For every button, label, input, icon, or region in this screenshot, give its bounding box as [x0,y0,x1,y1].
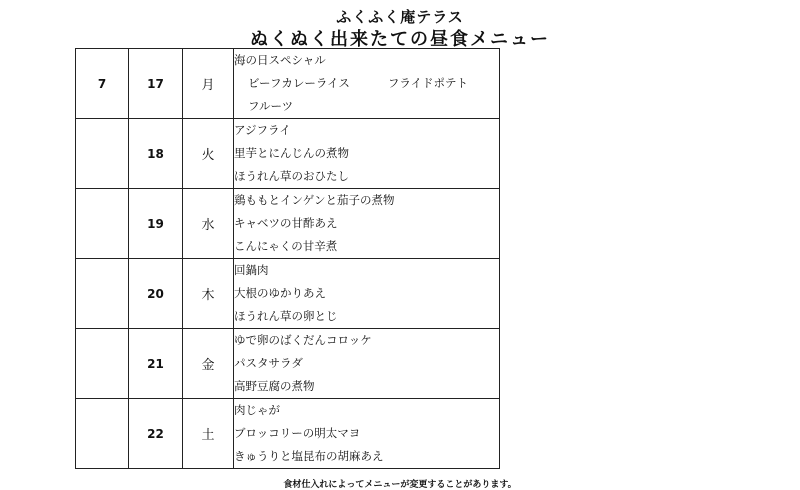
dish-name: ブロッコリーの明太マヨ [234,426,361,440]
day-cell: 22 [129,399,183,469]
restaurant-title: ふくふく庵テラス [336,8,464,26]
dish-name: ほうれん草のおひたし [234,169,349,183]
month-cell [76,189,129,259]
menu-row-22 [76,399,500,469]
dish-line [234,422,499,445]
weekday-cell: 木 [183,259,234,329]
dish-line [234,95,499,118]
dishes-cell [234,399,500,469]
dish-line [234,189,499,212]
dishes-cell [234,49,500,119]
menu-table-body [76,49,500,469]
day-cell: 21 [129,329,183,399]
month-cell [76,329,129,399]
day-cell: 17 [129,49,183,119]
weekday-cell: 金 [183,329,234,399]
weekday-cell: 火 [183,119,234,189]
dish-name: パスタサラダ [234,356,303,370]
month-cell [76,119,129,189]
dish-name: ゆで卵のばくだんコロッケ [234,333,372,347]
dish-line [234,375,499,398]
dish-name: 里芋とにんじんの煮物 [234,146,349,160]
weekday-cell: 月 [183,49,234,119]
dish-line [234,259,499,282]
weekday-cell: 水 [183,189,234,259]
menu-change-note: 食材仕入れによってメニューが変更することがあります。 [283,480,517,490]
day-cell: 19 [129,189,183,259]
menu-row-19 [76,189,500,259]
dish-name: 鶏ももとインゲンと茄子の煮物 [234,193,395,207]
month-cell [76,259,129,329]
dish-line [234,165,499,188]
menu-row-17 [76,49,500,119]
dish-line [234,49,499,72]
dishes-cell [234,329,500,399]
dish-line [234,329,499,352]
dish-line [234,305,499,328]
dish-line [234,352,499,375]
dish-name: 高野豆腐の煮物 [234,379,315,393]
dish-name: フルーツ [248,99,294,113]
menu-title: ぬくぬく出来たての昼食メニュー [250,29,550,50]
dish-name: 海の日スペシャル [234,53,326,67]
menu-row-18 [76,119,500,189]
dishes-cell [234,259,500,329]
weekday-cell: 土 [183,399,234,469]
dish-name: キャベツの甘酢あえ [234,216,338,230]
dishes-cell [234,189,500,259]
dishes-cell [234,119,500,189]
dish-line [234,212,499,235]
day-cell: 18 [129,119,183,189]
dish-line [234,142,499,165]
dish-line [234,282,499,305]
dish-name: アジフライ [234,123,291,137]
dish-name: 回鍋肉 [234,263,269,277]
menu-row-20 [76,259,500,329]
lunch-menu-table [75,48,500,469]
dish-name: きゅうりと塩昆布の胡麻あえ [234,449,384,463]
dish-name: こんにゃくの甘辛煮 [234,239,338,253]
dish-name: フライドポテト [387,76,469,90]
dish-name: 大根のゆかりあえ [234,286,326,300]
day-cell: 20 [129,259,183,329]
dish-line [234,445,499,468]
dish-line [234,72,499,95]
dish-name: 肉じゃが [234,403,280,417]
month-cell [76,399,129,469]
dish-name: ほうれん草の卵とじ [234,309,338,323]
menu-row-21 [76,329,500,399]
dish-name: ビーフカレーライス [248,76,350,90]
month-cell: 7 [76,49,129,119]
dish-line [234,119,499,142]
dish-line [234,399,499,422]
dish-line [234,235,499,258]
